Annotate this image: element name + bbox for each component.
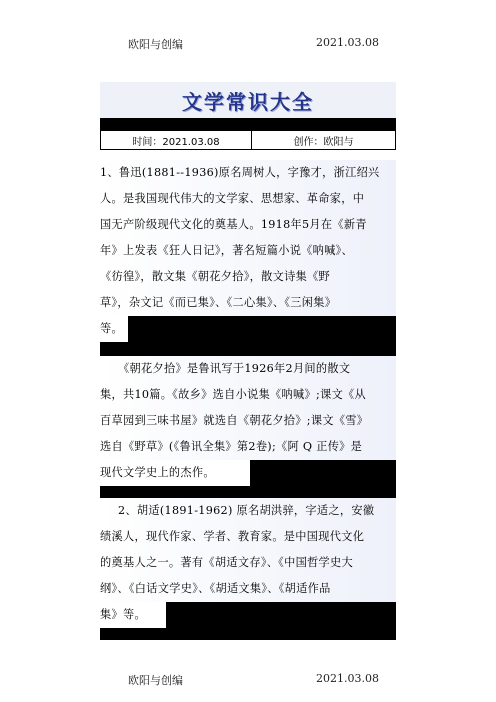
title-banner bbox=[100, 82, 396, 118]
section-divider bbox=[100, 342, 396, 356]
header-author: 欧阳与创编 bbox=[128, 38, 183, 51]
footer-author: 欧阳与创编 bbox=[128, 674, 183, 687]
paragraph-line: 年》上发表《狂人日记》，著名短篇小说《呐喊》、 bbox=[100, 238, 396, 264]
paragraph-line: 集，共10篇。《故乡》选自小说集《呐喊》;课文《从 bbox=[100, 382, 396, 408]
page-header bbox=[0, 36, 496, 56]
paragraph-line: 1、鲁迅(1881--1936)原名周树人，字豫才，浙江绍兴 bbox=[100, 160, 396, 186]
paragraph-line: 纲》、《白话文学史》、《胡适文集》、《胡适作品 bbox=[100, 576, 396, 602]
footer-date: 2021.03.08 bbox=[316, 672, 379, 685]
section-divider bbox=[100, 628, 396, 640]
meta-time: 时间：2021.03.08 bbox=[101, 131, 252, 149]
paragraph-hushi bbox=[100, 498, 396, 628]
section-divider bbox=[100, 486, 396, 498]
page-footer bbox=[0, 672, 496, 692]
paragraph-line: 草》，杂文记《而已集》、《二心集》、《三闲集》 bbox=[100, 290, 396, 316]
paragraph-line: 人。是我国现代伟大的文学家、思想家、革命家，中 bbox=[100, 186, 396, 212]
document-body bbox=[100, 82, 396, 640]
paragraph-line: 选自《野草》(《鲁讯全集》第2卷);《阿 Q 正传》是 bbox=[100, 434, 396, 460]
title-divider-bar bbox=[100, 118, 396, 131]
paragraph-line: 集》等。 bbox=[100, 602, 396, 628]
paragraph-line: 现代文学史上的杰作。 bbox=[100, 460, 396, 486]
paragraph-line: 等。 bbox=[100, 316, 396, 342]
meta-table bbox=[100, 131, 396, 150]
paragraph-zhaohua bbox=[100, 356, 396, 486]
header-date: 2021.03.08 bbox=[316, 36, 379, 49]
paragraph-line: 的奠基人之一。著有《胡适文存》、《中国哲学史大 bbox=[100, 550, 396, 576]
paragraph-luxun bbox=[100, 160, 396, 342]
paragraph-line: 《彷徨》，散文集《朝花夕拾》，散文诗集《野 bbox=[100, 264, 396, 290]
document-title: 文学常识大全 bbox=[182, 89, 314, 114]
paragraph-line: 2、胡适(1891-1962) 原名胡洪骍，字适之，安徽 bbox=[100, 498, 396, 524]
paragraph-line: 国无产阶级现代文化的奠基人。1918年5月在《新青 bbox=[100, 212, 396, 238]
meta-author: 创作：欧阳与 bbox=[293, 136, 354, 148]
paragraph-line: 《朝花夕拾》是鲁讯写于1926年2月间的散文 bbox=[100, 356, 396, 382]
paragraph-line: 百草园到三味书屋》就选自《朝花夕拾》;课文《雪》 bbox=[100, 408, 396, 434]
paragraph-line: 绩溪人，现代作家、学者、教育家。是中国现代文化 bbox=[100, 524, 396, 550]
